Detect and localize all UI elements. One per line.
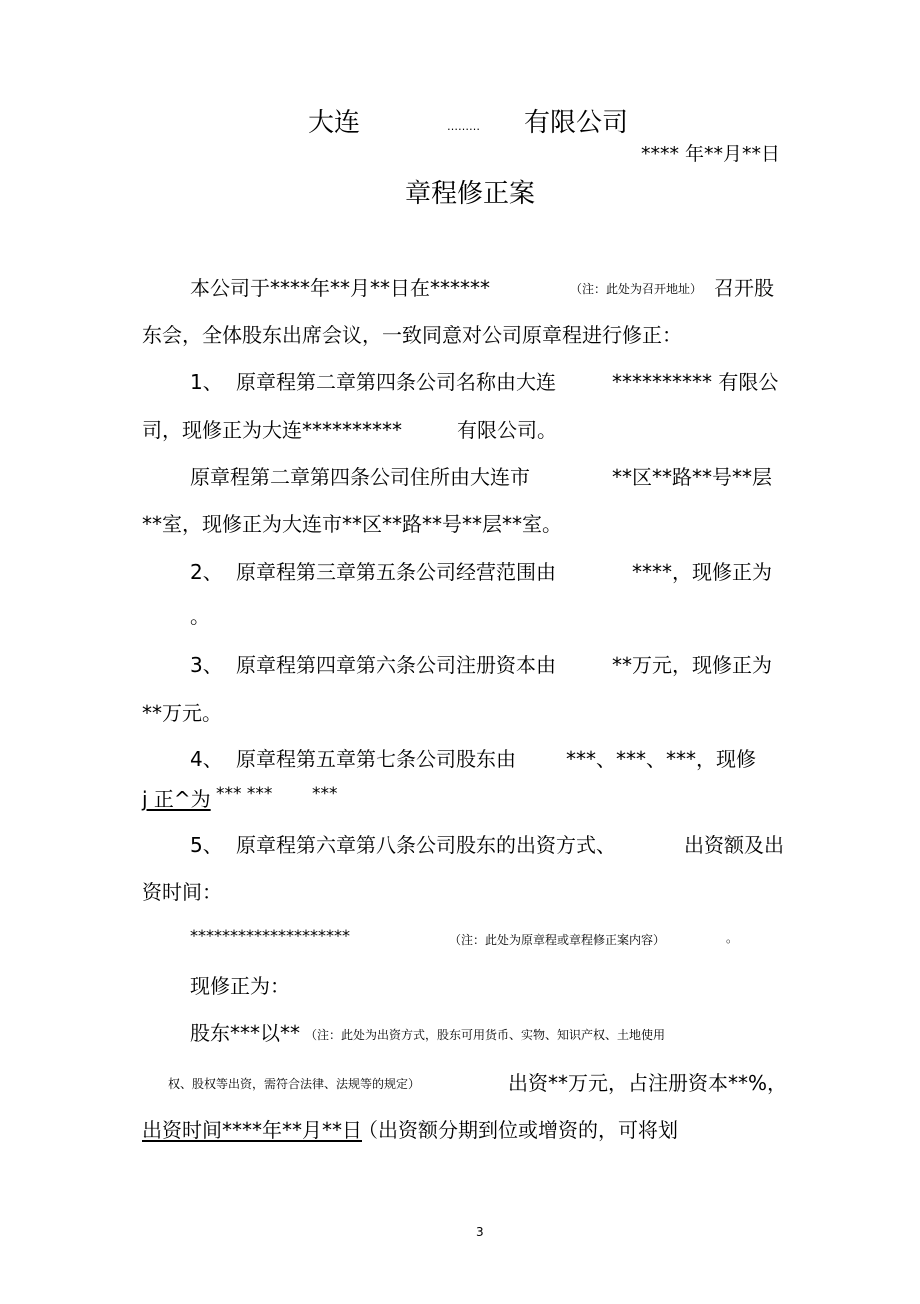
item5-note2: （注：此处为出资方式，股东可用货币、实物、知识产权、土地使用	[305, 1028, 666, 1042]
item4-line2-stars-2: ***	[312, 784, 338, 804]
document-date: **** 年**月**日	[641, 143, 781, 165]
item3-line1: 原章程第四章第六条公司注册资本由	[236, 653, 556, 677]
item1-line2-end: 有限公司。	[457, 418, 557, 442]
item1-number: 1、	[190, 370, 223, 394]
intro-line2: 东会，全体股东出席会议，一致同意对公司原章程进行修正：	[142, 323, 682, 347]
item5-time-rest: （出资额分期到位或增资的，可将划	[358, 1118, 678, 1142]
item5-number: 5、	[190, 833, 223, 857]
item2-number: 2、	[190, 560, 223, 584]
item2-line1: 原章程第三章第五条公司经营范围由	[236, 560, 556, 584]
item1-line4: **室，现修正为大连市**区**路**号**层**室。	[142, 512, 562, 536]
item5-note1-end: 。	[726, 931, 739, 945]
page-number: 3	[476, 1225, 484, 1239]
item3-number: 3、	[190, 653, 223, 677]
item5-line1: 原章程第六章第八条公司股东的出资方式、	[236, 833, 616, 857]
item5-note1: （注：此处为原章程或章程修正案内容）	[449, 933, 666, 947]
intro-line1: 本公司于****年**月**日在******	[190, 276, 490, 300]
item4-line1-stars: ***、***、***，现修	[566, 747, 756, 771]
item4-line2: j 正^为	[142, 787, 211, 811]
item5-capital: 出资**万元，占注册资本**%，	[508, 1071, 788, 1095]
item3-line1-stars: **万元，现修正为	[612, 653, 772, 677]
item4-number: 4、	[190, 747, 223, 771]
item1-line3-end: **区**路**号**层	[612, 465, 772, 489]
item1-line2: 司，现修正为大连**********	[142, 418, 402, 442]
title-part1: 大连	[308, 108, 361, 138]
item1-line1-stars: ********** 有限公	[612, 370, 779, 394]
title-dots: ………	[447, 120, 480, 133]
item5-revised-label: 现修正为：	[190, 974, 290, 998]
title-part2: 有限公司	[524, 108, 629, 138]
item4-line1: 原章程第五章第七条公司股东由	[236, 747, 516, 771]
item5-line2: 资时间：	[142, 880, 222, 904]
item4-line2-stars: *** ***	[216, 784, 273, 804]
item5-original-stars: ********************	[190, 926, 350, 945]
item3-line2: **万元。	[142, 701, 222, 725]
item5-line1-end: 出资额及出	[684, 833, 784, 857]
item2-line2: 。	[190, 604, 210, 628]
item1-line1: 原章程第二章第四条公司名称由大连	[236, 370, 556, 394]
item5-note3: 权、股权等出资，需符合法律、法规等的规定）	[168, 1077, 421, 1091]
item2-line1-stars: ****，现修正为	[632, 560, 772, 584]
intro-note: （注：此处为召开地址）	[570, 282, 703, 296]
item1-line3: 原章程第二章第四条公司住所由大连市	[190, 465, 530, 489]
intro-line1-end: 召开股	[714, 276, 774, 300]
document-subtitle: 章程修正案	[405, 179, 536, 209]
item5-time-underlined: 出资时间****年**月**日	[142, 1118, 362, 1142]
item5-holder: 股东***以**	[190, 1021, 300, 1045]
